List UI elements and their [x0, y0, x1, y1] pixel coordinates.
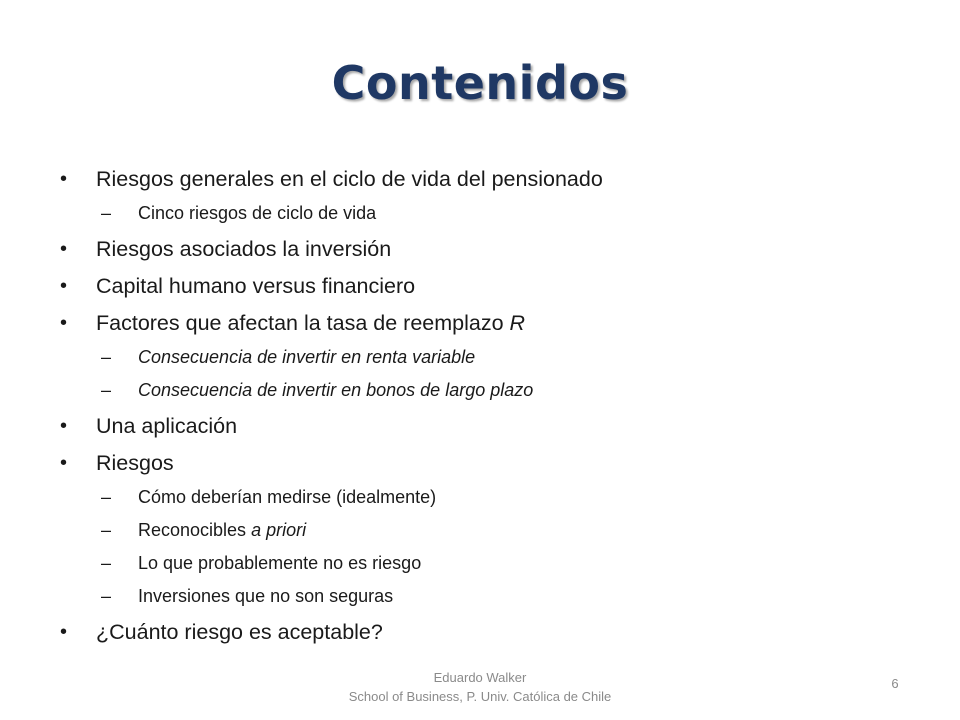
list-subitem-text: Reconocibles [138, 520, 252, 540]
bullet-icon: • [60, 452, 68, 474]
list-item-text: Factores que afectan la tasa de reemplazo [96, 311, 510, 335]
list-subitem-italic-text: a priori [251, 520, 307, 540]
bullet-list [58, 160, 918, 650]
list-subitem [58, 547, 918, 580]
list-subitem-text: Lo que probablemente no es riesgo [138, 553, 422, 573]
list-subitem-text: Consecuencia de invertir en renta variable [138, 347, 476, 367]
slide-title: Contenidos [331, 56, 629, 110]
list-item-text: Riesgos [96, 451, 174, 475]
list-subitem [58, 580, 918, 613]
list-item-text: Riesgos generales en el ciclo de vida del pensionado [96, 167, 603, 191]
list-item-text: Una aplicación [96, 414, 238, 438]
list-item [58, 162, 918, 197]
slide-footer [300, 668, 660, 706]
dash-icon: – [101, 347, 112, 367]
list-item [58, 409, 918, 444]
bullet-icon: • [60, 621, 68, 643]
list-item-text: ¿Cuánto riesgo es aceptable? [96, 620, 383, 644]
footer-author: Eduardo Walker [433, 670, 527, 685]
bullet-icon: • [60, 275, 68, 297]
dash-icon: – [101, 553, 112, 573]
list-subitem [58, 514, 918, 547]
list-subitem-text: Cómo deberían medirse (idealmente) [138, 487, 437, 507]
list-item [58, 232, 918, 267]
dash-icon: – [101, 380, 112, 400]
list-item-text: Riesgos asociados la inversión [96, 237, 392, 261]
list-item [58, 269, 918, 304]
list-subitem-text: Consecuencia de invertir en bonos de largo plazo [138, 380, 534, 400]
list-subitem [58, 481, 918, 514]
bullet-icon: • [60, 415, 68, 437]
page-number: 6 [891, 676, 899, 691]
bullet-icon: • [60, 168, 68, 190]
dash-icon: – [101, 203, 112, 223]
list-item-italic-text: R [509, 311, 526, 335]
list-subitem [58, 197, 918, 230]
bullet-icon: • [60, 312, 68, 334]
dash-icon: – [101, 520, 112, 540]
list-subitem-text: Inversiones que no son seguras [138, 586, 394, 606]
list-item [58, 446, 918, 481]
dash-icon: – [101, 586, 112, 606]
list-subitem [58, 374, 918, 407]
list-subitem [58, 341, 918, 374]
list-item [58, 306, 918, 341]
bullet-icon: • [60, 238, 68, 260]
list-item [58, 615, 918, 650]
dash-icon: – [101, 487, 112, 507]
list-item-text: Capital humano versus financiero [96, 274, 416, 298]
footer-institution: School of Business, P. Univ. Católica de Chile [348, 689, 612, 704]
list-subitem-text: Cinco riesgos de ciclo de vida [138, 203, 377, 223]
